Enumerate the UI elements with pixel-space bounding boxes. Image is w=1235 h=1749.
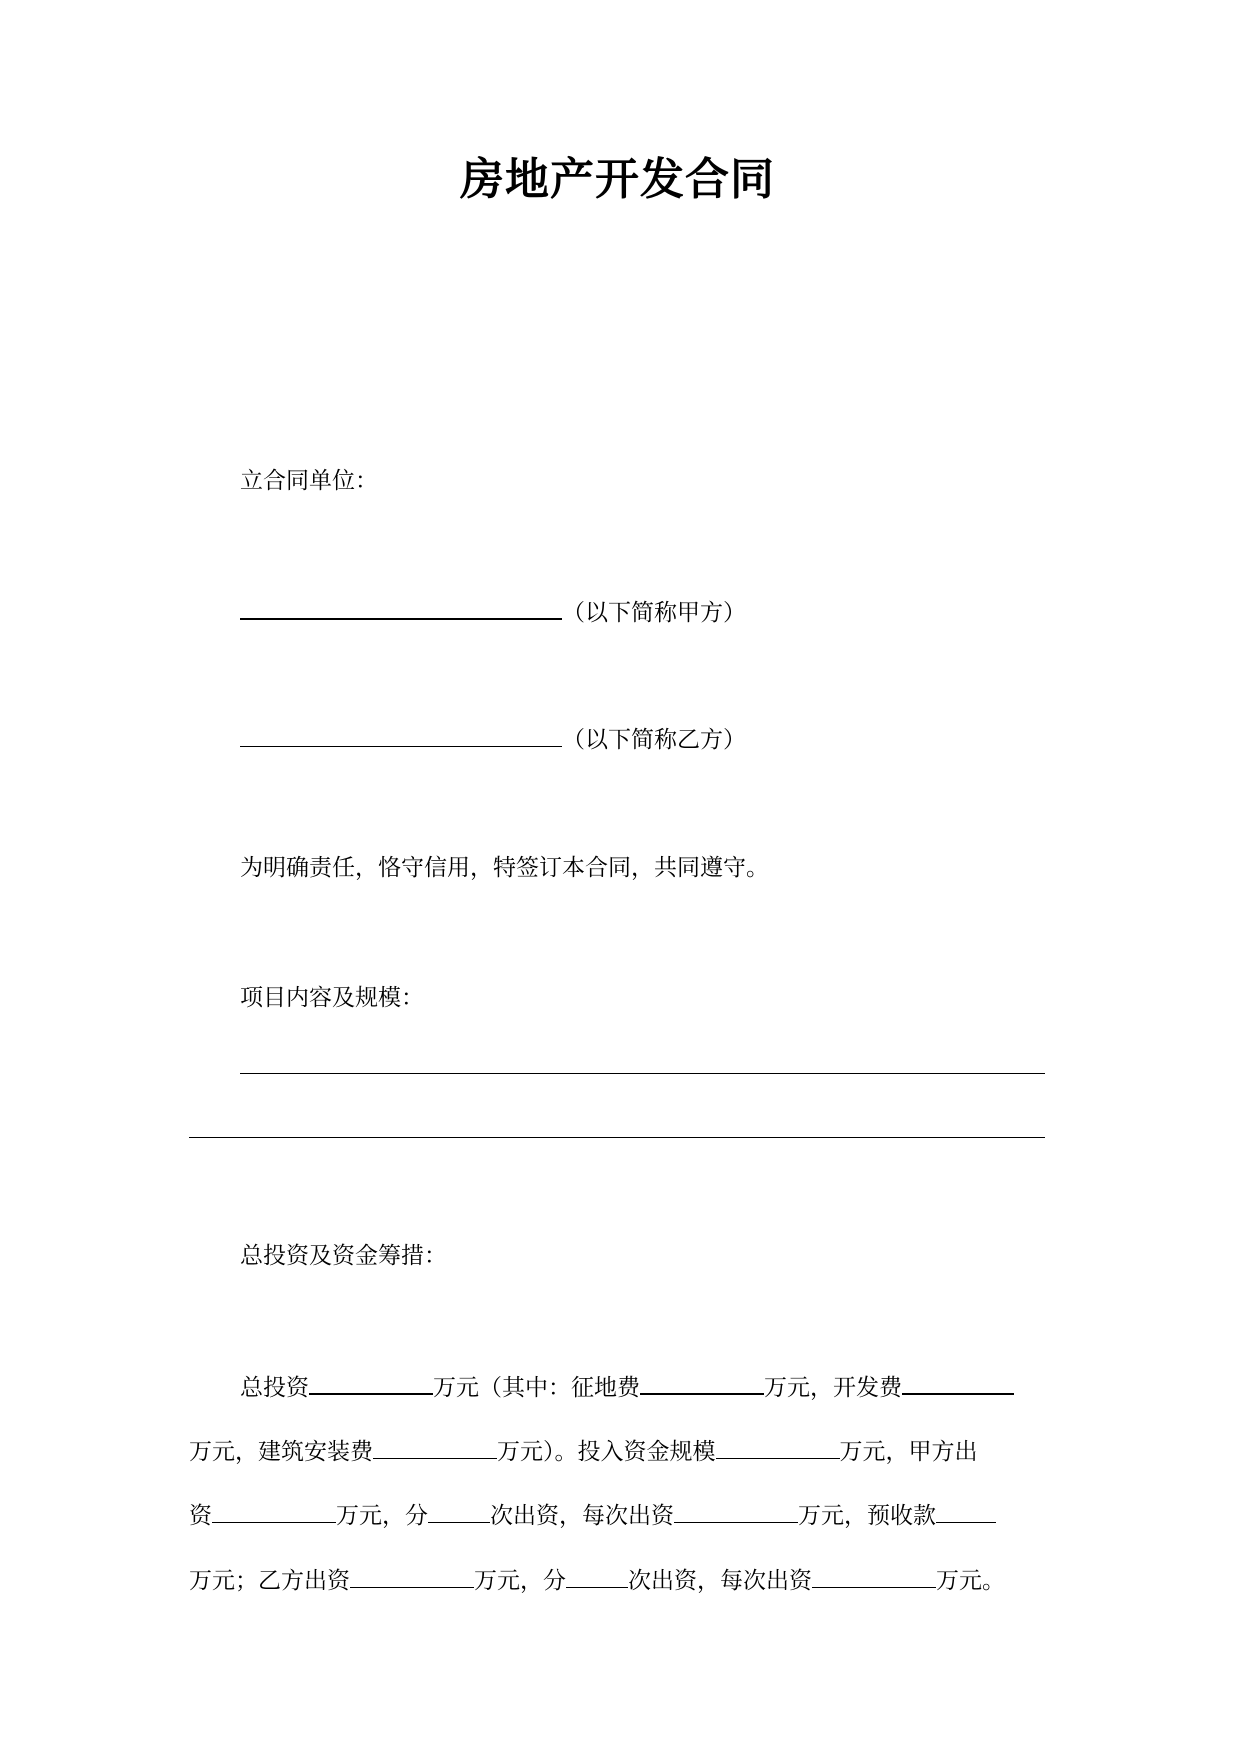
investment-text: 万元）。投入资金规模 xyxy=(497,1439,716,1465)
investment-text: 总投资 xyxy=(240,1375,309,1401)
investment-text: 万元（其中：征地费 xyxy=(433,1375,640,1401)
project-blank-line-1[interactable] xyxy=(240,1073,1045,1074)
investment-line-3 xyxy=(189,1498,996,1532)
investment-line-2 xyxy=(189,1434,978,1468)
investment-text: 资 xyxy=(189,1503,212,1529)
project-heading: 项目内容及规模： xyxy=(240,985,424,1011)
investment-text: 万元。 xyxy=(936,1568,1005,1594)
party-b-suffix: （以下简称乙方） xyxy=(562,727,746,753)
parties-heading: 立合同单位： xyxy=(240,468,378,494)
investment-text: 万元，建筑安装费 xyxy=(189,1439,373,1465)
investment-text: 次出资，每次出资 xyxy=(490,1503,674,1529)
construction-fee-blank[interactable] xyxy=(373,1434,497,1459)
advance-payment-blank[interactable] xyxy=(936,1498,996,1523)
party-b-per-installment-blank[interactable] xyxy=(812,1563,936,1588)
investment-text: 万元；乙方出资 xyxy=(189,1568,350,1594)
party-a-per-installment-blank[interactable] xyxy=(674,1498,798,1523)
investment-text: 万元，分 xyxy=(474,1568,566,1594)
total-investment-blank[interactable] xyxy=(309,1369,433,1395)
investment-line-4 xyxy=(189,1563,1005,1597)
party-a-capital-blank[interactable] xyxy=(212,1498,336,1523)
document-title: 房地产开发合同 xyxy=(460,154,775,205)
party-b-line xyxy=(240,722,746,756)
investment-text: 万元，分 xyxy=(336,1503,428,1529)
investment-heading: 总投资及资金筹措： xyxy=(240,1243,447,1269)
capital-scale-blank[interactable] xyxy=(716,1434,840,1459)
party-b-blank[interactable] xyxy=(240,722,562,747)
project-blank-line-2[interactable] xyxy=(189,1137,1045,1138)
party-a-installments-blank[interactable] xyxy=(428,1498,490,1523)
party-b-capital-blank[interactable] xyxy=(350,1563,474,1588)
preamble: 为明确责任，恪守信用，特签订本合同，共同遵守。 xyxy=(240,855,769,881)
investment-text: 万元，甲方出 xyxy=(839,1439,978,1465)
investment-text: 次出资，每次出资 xyxy=(628,1568,812,1594)
investment-text: 万元，开发费 xyxy=(764,1375,902,1401)
party-b-installments-blank[interactable] xyxy=(566,1563,628,1588)
land-fee-blank[interactable] xyxy=(640,1369,764,1395)
investment-text: 万元，预收款 xyxy=(798,1503,936,1529)
development-fee-blank[interactable] xyxy=(902,1369,1014,1395)
party-a-line xyxy=(240,594,746,629)
party-a-blank[interactable] xyxy=(240,594,562,620)
party-a-suffix: （以下简称甲方） xyxy=(562,600,746,626)
investment-line-1 xyxy=(240,1369,1014,1404)
